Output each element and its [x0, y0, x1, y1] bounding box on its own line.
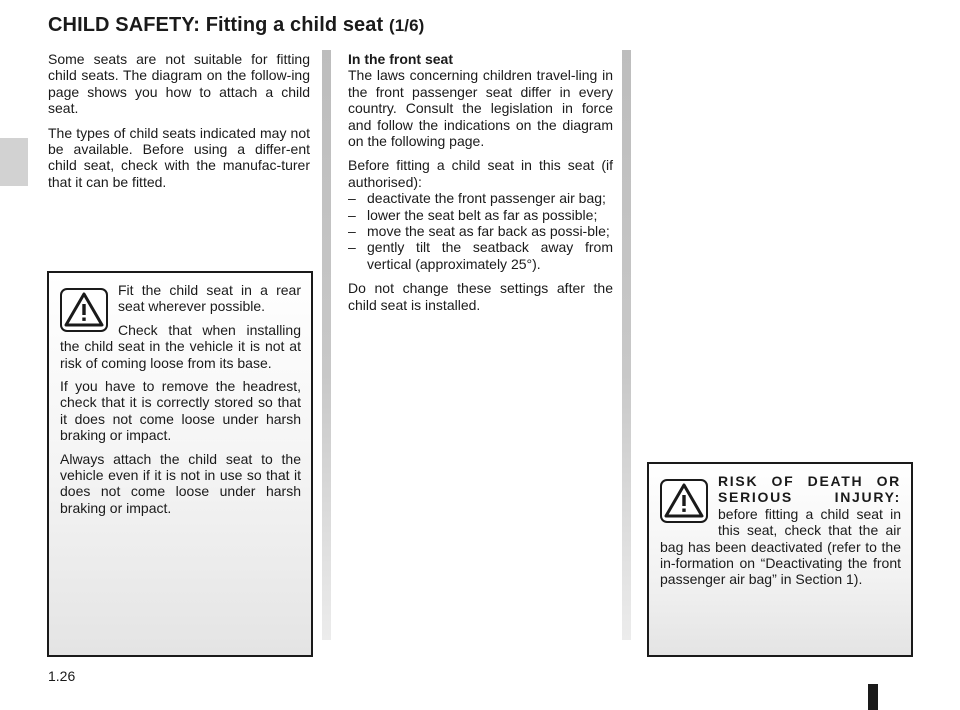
- column-divider-right: [622, 50, 631, 640]
- page-part-indicator: (1/6): [388, 16, 425, 35]
- list-item: – gently tilt the seatback away from vertical (approximately 25°).: [348, 239, 613, 272]
- middle-column-text: [348, 51, 613, 321]
- warning-body: before fitting a child seat in this seat, check that the air bag has been deactivated (refer to the in-formation on “Deactivating the front passenger air bag” in Section 1).: [660, 505, 901, 588]
- warning-caps-heading: RISK OF DEATH OR SERIOUS INJURY:: [718, 473, 901, 506]
- section-heading: In the front seat: [348, 51, 454, 67]
- paragraph: Do not change these settings after the child seat is installed.: [348, 280, 613, 313]
- warning-triangle-icon-graphic: [62, 290, 106, 330]
- paragraph: The laws concerning children travel-ling in the front passenger seat differ in every country. Consult the legislation in force and follow the indications on the diagram on the following page.: [348, 67, 613, 150]
- warning-paragraph: Fit the child seat in a rear seat wherever possible.: [118, 282, 301, 315]
- list-item: – lower the seat belt as far as possible;: [348, 207, 613, 223]
- section-tab-marker: [0, 138, 28, 186]
- list-item: – move the seat as far back as possi-ble;: [348, 223, 613, 239]
- warning-paragraph: Always attach the child seat to the vehicle even if it is not in use so that it does not come loose under harsh braking or impact.: [60, 450, 301, 516]
- warning-triangle-icon: [660, 479, 708, 523]
- warning-box-rear-seat: [47, 271, 313, 657]
- corner-mark: [868, 684, 878, 710]
- warning-paragraph: If you have to remove the headrest, check that it is correctly stored so that it does not come loose under harsh braking or impact.: [60, 378, 301, 444]
- paragraph: Some seats are not suitable for fitting child seats. The diagram on the follow-ing page shows you how to attach a child seat.: [48, 51, 310, 117]
- page-title: [48, 14, 424, 37]
- paragraph: The types of child seats indicated may not be available. Before using a differ-ent child seat, check with the manufac-turer that it can be fitted.: [48, 124, 310, 190]
- warning-triangle-icon-graphic: [662, 481, 706, 521]
- warning-triangle-icon: [60, 288, 108, 332]
- steps-list: [348, 190, 613, 272]
- left-column-text: [48, 51, 310, 198]
- paragraph: Before fitting a child seat in this seat (if authorised):: [348, 157, 613, 190]
- warning-box-airbag: [647, 462, 913, 657]
- page-number: 1.26: [48, 668, 76, 684]
- list-item: – deactivate the front passenger air bag;: [348, 190, 613, 206]
- column-divider-left: [322, 50, 331, 640]
- warning-paragraph: Check that when installing the child seat in the vehicle it is not at risk of coming loose from its base.: [60, 321, 301, 371]
- page-title-text: CHILD SAFETY: Fitting a child seat: [48, 14, 384, 36]
